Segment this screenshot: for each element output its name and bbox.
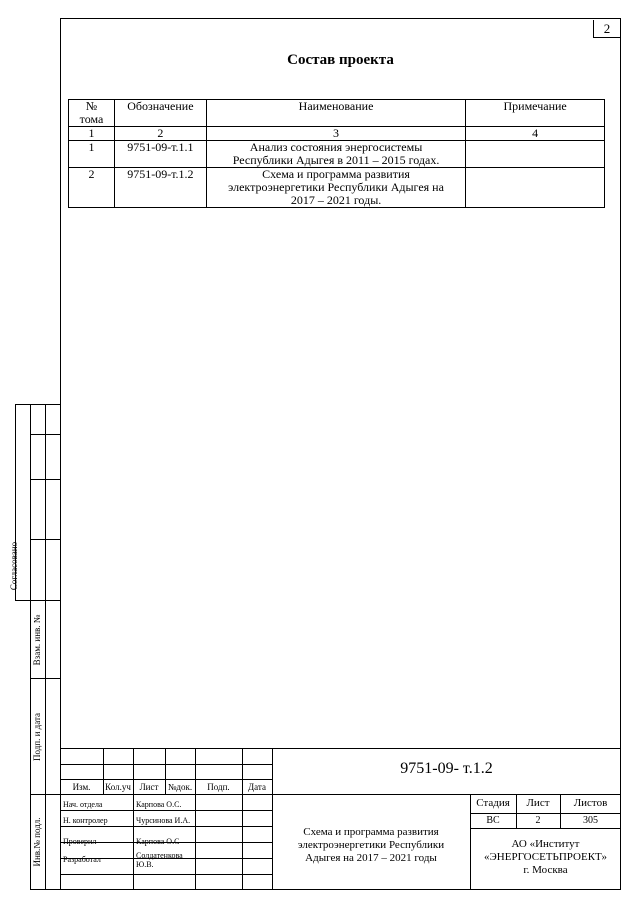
header-note: Примечание bbox=[466, 100, 605, 127]
role-name: Карпова О.С. bbox=[136, 800, 182, 809]
organization: АО «Институт «ЭНЕРГОСЕТЬПРОЕКТ» г. Москва bbox=[484, 838, 607, 876]
doc-title: Схема и программа развития электроэнергетики Республики Адыгея на 2017 – 2021 годы bbox=[297, 826, 445, 864]
replace-inv-label: Взам. инв. № bbox=[32, 614, 42, 666]
column-number-row: 1 2 3 4 bbox=[69, 127, 605, 141]
sheets-value: 305 bbox=[583, 815, 598, 826]
table-row: 1 9751-09-т.1.1 Анализ состояния энергосистемы Республики Адыгея в 2011 – 2015 годах. bbox=[69, 141, 605, 168]
role-label: Разработал bbox=[63, 855, 101, 864]
table-row: 2 9751-09-т.1.2 Схема и программа развития электроэнергетики Республики Адыгея на 2017 – 2021 годы. bbox=[69, 168, 605, 208]
header-vol: № тома bbox=[69, 100, 115, 127]
table-header-row bbox=[69, 100, 605, 127]
doc-code: 9751-09- т.1.2 bbox=[400, 760, 493, 777]
contents-table bbox=[68, 99, 605, 208]
role-name: Солдатенкова bbox=[136, 851, 183, 860]
role-label: Нач. отдела bbox=[63, 800, 103, 809]
sheet-value: 2 bbox=[535, 815, 541, 826]
agreed-label: Согласовано bbox=[9, 541, 19, 591]
role-name: Чурсинова И.А. bbox=[136, 816, 191, 825]
sheet-number: 2 bbox=[593, 20, 620, 38]
role-name: Карпова О.С bbox=[136, 837, 180, 846]
inv-orig-label: Инв.№ подл. bbox=[32, 817, 42, 867]
role-label: Н. контролер bbox=[63, 816, 108, 825]
header-code: Обозначение bbox=[114, 100, 206, 127]
role-name: Ю.В. bbox=[136, 860, 154, 869]
page-title: Состав проекта bbox=[287, 52, 394, 68]
role-label: Проверил bbox=[63, 837, 97, 846]
stage-value: ВС bbox=[486, 815, 500, 826]
header-name: Наименование bbox=[206, 100, 465, 127]
sign-date-label: Подп. и дата bbox=[32, 712, 42, 762]
